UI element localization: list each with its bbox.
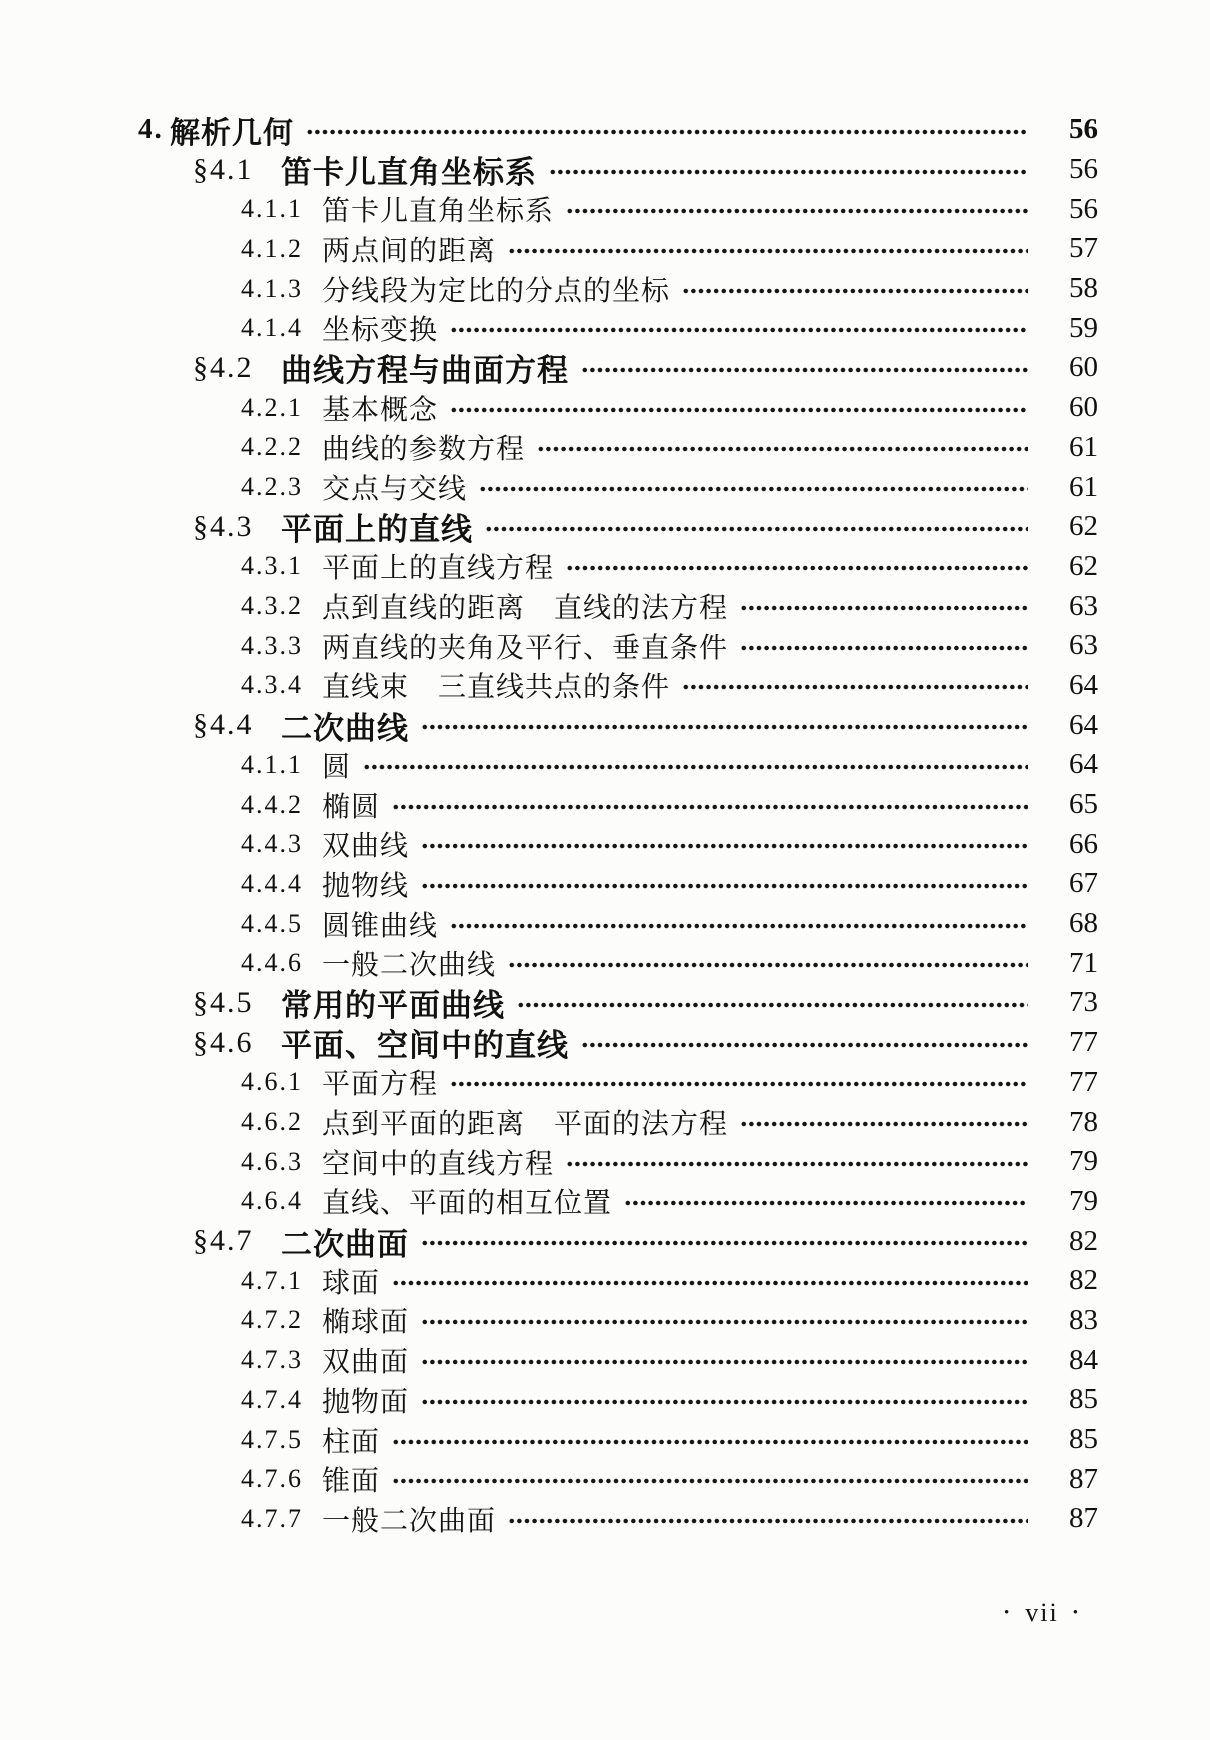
toc-row bbox=[0, 1063, 1098, 1103]
toc-entry-number: 4.7.6 bbox=[241, 1464, 303, 1494]
toc-entry-page-number: 77 bbox=[1069, 1065, 1098, 1098]
toc-entry-page-number: 79 bbox=[1069, 1145, 1098, 1178]
toc-entry-number: §4.5 bbox=[193, 985, 254, 1019]
dot-leader bbox=[566, 206, 1028, 216]
toc-entry-title: 圆锥曲线 bbox=[322, 910, 439, 942]
toc-row bbox=[0, 705, 1098, 745]
toc-entry-title: 笛卡儿直角坐标系 bbox=[322, 196, 555, 228]
footer-right-dot-icon: • bbox=[1072, 1604, 1080, 1621]
toc-row bbox=[0, 943, 1098, 983]
toc-entry-page-number: 59 bbox=[1069, 311, 1098, 344]
toc-entry-title: 直线束 三直线共点的条件 bbox=[322, 672, 671, 704]
toc-row bbox=[0, 1102, 1098, 1142]
toc-entry-number: 4.7.1 bbox=[241, 1265, 303, 1295]
dot-leader bbox=[485, 524, 1028, 534]
toc-row bbox=[0, 1459, 1098, 1499]
toc-entry-number: §4.3 bbox=[193, 509, 254, 543]
toc-entry-page-number: 85 bbox=[1069, 1423, 1098, 1456]
toc-entry-page-number: 61 bbox=[1069, 430, 1098, 463]
toc-row bbox=[0, 1380, 1098, 1420]
toc-entry-number: 4.2.2 bbox=[241, 432, 303, 462]
toc-entry-title: 平面方程 bbox=[322, 1069, 439, 1101]
toc-row bbox=[0, 785, 1098, 825]
toc-entry-title: 交点与交线 bbox=[322, 474, 468, 506]
toc-row bbox=[0, 1261, 1098, 1301]
toc-entry-title: 圆 bbox=[322, 751, 352, 783]
dot-leader bbox=[450, 921, 1028, 931]
dot-leader bbox=[421, 1317, 1028, 1327]
toc-entry-page-number: 60 bbox=[1069, 351, 1098, 384]
toc-row bbox=[0, 507, 1098, 547]
toc-entry-page-number: 67 bbox=[1069, 867, 1098, 900]
toc-entry-number: 4.6.4 bbox=[241, 1186, 303, 1216]
toc-entry-title: 二次曲线 bbox=[281, 710, 409, 746]
toc-entry-title: 一般二次曲线 bbox=[322, 950, 497, 982]
dot-leader bbox=[517, 1000, 1028, 1010]
toc-entry-page-number: 83 bbox=[1069, 1303, 1098, 1336]
toc-row bbox=[0, 308, 1098, 348]
toc-entry-page-number: 71 bbox=[1069, 946, 1098, 979]
toc-entry-title: 分线段为定比的分点的坐标 bbox=[322, 275, 671, 307]
toc-entry-page-number: 87 bbox=[1069, 1462, 1098, 1495]
toc-entry-page-number: 63 bbox=[1069, 589, 1098, 622]
toc-entry-page-number: 65 bbox=[1069, 788, 1098, 821]
toc-entry-number: 4.4.5 bbox=[241, 908, 303, 938]
toc-entry-title: 曲线的参数方程 bbox=[322, 434, 526, 466]
toc-entry-title: 双曲面 bbox=[322, 1347, 410, 1379]
toc-entry-title: 柱面 bbox=[322, 1426, 381, 1458]
dot-leader bbox=[306, 127, 1028, 137]
toc-entry-title: 解析几何 bbox=[170, 116, 294, 150]
toc-row bbox=[0, 1221, 1098, 1261]
dot-leader bbox=[450, 325, 1028, 335]
toc-entry-page-number: 68 bbox=[1069, 907, 1098, 940]
toc-entry-number: 4.4.6 bbox=[241, 948, 303, 978]
dot-leader bbox=[421, 881, 1028, 891]
toc-entry-title: 两直线的夹角及平行、垂直条件 bbox=[322, 632, 729, 664]
dot-leader bbox=[508, 1516, 1028, 1526]
toc-entry-number: 4.1.2 bbox=[241, 233, 303, 263]
folio-page-number: vii bbox=[1025, 1598, 1059, 1627]
dot-leader bbox=[450, 405, 1028, 415]
toc-entry-number: 4.7.3 bbox=[241, 1345, 303, 1375]
toc-entry-number: §4.4 bbox=[193, 708, 254, 742]
toc-entry-page-number: 73 bbox=[1069, 986, 1098, 1019]
toc-entry-number: 4.3.2 bbox=[241, 591, 303, 621]
page-footer bbox=[1004, 1598, 1080, 1628]
dot-leader bbox=[421, 1238, 1028, 1248]
toc-row bbox=[0, 864, 1098, 904]
toc-entry-title: 球面 bbox=[322, 1267, 381, 1299]
dot-leader bbox=[537, 444, 1028, 454]
toc-entry-title: 抛物面 bbox=[322, 1386, 410, 1418]
toc-row bbox=[0, 189, 1098, 229]
toc-entry-number: 4.7.2 bbox=[241, 1305, 303, 1335]
toc-row bbox=[0, 1340, 1098, 1380]
toc-row bbox=[0, 229, 1098, 269]
toc-entry-title: 锥面 bbox=[322, 1466, 381, 1498]
toc-row bbox=[0, 348, 1098, 388]
toc-entry-number: §4.7 bbox=[193, 1224, 254, 1258]
toc-entry-number: 4.3.4 bbox=[241, 670, 303, 700]
toc-entry-page-number: 82 bbox=[1069, 1224, 1098, 1257]
toc-entry-title: 平面上的直线 bbox=[281, 512, 473, 548]
toc-row bbox=[0, 824, 1098, 864]
toc-entry-number: 4.4.2 bbox=[241, 789, 303, 819]
toc-entry-title: 抛物线 bbox=[322, 870, 410, 902]
dot-leader bbox=[392, 1437, 1028, 1447]
toc-entry-title: 点到平面的距离 平面的法方程 bbox=[322, 1109, 729, 1141]
toc-entry-title: 基本概念 bbox=[322, 394, 439, 426]
toc-entry-number: 4.3.1 bbox=[241, 551, 303, 581]
toc-entry-number: 4.7.4 bbox=[241, 1384, 303, 1414]
toc-row bbox=[0, 1142, 1098, 1182]
toc-entry-page-number: 78 bbox=[1069, 1105, 1098, 1138]
toc-entry-page-number: 85 bbox=[1069, 1383, 1098, 1416]
toc-entry-number: 4.3.3 bbox=[241, 630, 303, 660]
dot-leader bbox=[392, 802, 1028, 812]
toc-entry-page-number: 61 bbox=[1069, 470, 1098, 503]
toc-entry-number: 4.4.3 bbox=[241, 829, 303, 859]
toc-entry-number: 4.4.4 bbox=[241, 868, 303, 898]
toc-entry-page-number: 82 bbox=[1069, 1264, 1098, 1297]
toc-entry-title: 笛卡儿直角坐标系 bbox=[281, 155, 537, 191]
toc-entry-page-number: 56 bbox=[1069, 113, 1098, 146]
toc-entry-number: 4.6.3 bbox=[241, 1146, 303, 1176]
toc-row bbox=[0, 1420, 1098, 1460]
toc-row bbox=[0, 547, 1098, 587]
toc-entry-title: 坐标变换 bbox=[322, 315, 439, 347]
toc-entry-number: 4.7.5 bbox=[241, 1424, 303, 1454]
toc-entry-title: 一般二次曲面 bbox=[322, 1505, 497, 1537]
toc-row bbox=[0, 1023, 1098, 1063]
dot-leader bbox=[508, 960, 1028, 970]
toc-entry-page-number: 58 bbox=[1069, 272, 1098, 305]
dot-leader bbox=[549, 167, 1028, 177]
toc-entry-page-number: 62 bbox=[1069, 510, 1098, 543]
dot-leader bbox=[392, 1476, 1028, 1486]
toc-row bbox=[0, 745, 1098, 785]
toc-row bbox=[0, 388, 1098, 428]
toc-row bbox=[0, 1301, 1098, 1341]
dot-leader bbox=[421, 1357, 1028, 1367]
toc-row bbox=[0, 269, 1098, 309]
toc-entry-title: 曲线方程与曲面方程 bbox=[281, 353, 569, 389]
toc-entry-title: 点到直线的距离 直线的法方程 bbox=[322, 593, 729, 625]
toc-entry-title: 椭圆 bbox=[322, 791, 381, 823]
toc-entry-page-number: 63 bbox=[1069, 629, 1098, 662]
dot-leader bbox=[421, 722, 1028, 732]
toc-row bbox=[0, 110, 1098, 150]
toc-entry-title: 二次曲面 bbox=[281, 1226, 409, 1262]
dot-leader bbox=[566, 1159, 1028, 1169]
toc-entry-title: 两点间的距离 bbox=[322, 235, 497, 267]
toc-entry-title: 椭球面 bbox=[322, 1307, 410, 1339]
dot-leader bbox=[392, 1278, 1028, 1288]
toc-entry-title: 平面、空间中的直线 bbox=[281, 1028, 569, 1064]
dot-leader bbox=[682, 286, 1028, 296]
toc-entry-page-number: 79 bbox=[1069, 1184, 1098, 1217]
toc-entry-page-number: 87 bbox=[1069, 1502, 1098, 1535]
dot-leader bbox=[450, 1079, 1028, 1089]
toc-entry-page-number: 60 bbox=[1069, 391, 1098, 424]
footer-left-dot-icon: • bbox=[1004, 1604, 1012, 1621]
toc-entry-number: §4.2 bbox=[193, 350, 254, 384]
dot-leader bbox=[581, 1040, 1028, 1050]
dot-leader bbox=[740, 603, 1028, 613]
toc-row bbox=[0, 983, 1098, 1023]
toc-row bbox=[0, 626, 1098, 666]
toc-entry-number: 4.1.1 bbox=[241, 749, 303, 779]
dot-leader bbox=[682, 682, 1028, 692]
toc-entry-page-number: 84 bbox=[1069, 1343, 1098, 1376]
toc-entry-title: 平面上的直线方程 bbox=[322, 553, 555, 585]
dot-leader bbox=[479, 484, 1028, 494]
toc-entry-page-number: 64 bbox=[1069, 708, 1098, 741]
toc-entry-number: §4.1 bbox=[193, 152, 254, 186]
toc-row bbox=[0, 666, 1098, 706]
toc-entry-page-number: 56 bbox=[1069, 153, 1098, 186]
toc-entry-page-number: 62 bbox=[1069, 549, 1098, 582]
toc-row bbox=[0, 1499, 1098, 1539]
toc-row bbox=[0, 467, 1098, 507]
dot-leader bbox=[566, 563, 1028, 573]
toc-entry-number: §4.6 bbox=[193, 1025, 254, 1059]
dot-leader bbox=[508, 246, 1028, 256]
toc-entry-number: 4.2.3 bbox=[241, 472, 303, 502]
toc-entry-number: 4.1.1 bbox=[241, 194, 303, 224]
toc-entry-title: 直线、平面的相互位置 bbox=[322, 1188, 613, 1220]
toc-entry-page-number: 56 bbox=[1069, 192, 1098, 225]
toc-entry-page-number: 77 bbox=[1069, 1026, 1098, 1059]
toc-row bbox=[0, 586, 1098, 626]
toc-entry-number: 4.7.7 bbox=[241, 1503, 303, 1533]
toc-entry-page-number: 64 bbox=[1069, 748, 1098, 781]
dot-leader bbox=[421, 1397, 1028, 1407]
dot-leader bbox=[740, 643, 1028, 653]
toc-entry-title: 空间中的直线方程 bbox=[322, 1148, 555, 1180]
toc-entry-page-number: 57 bbox=[1069, 232, 1098, 265]
toc-entry-title: 常用的平面曲线 bbox=[281, 988, 505, 1024]
toc-entry-number: 4.2.1 bbox=[241, 392, 303, 422]
toc-row bbox=[0, 150, 1098, 190]
toc-entry-number: 4.6.1 bbox=[241, 1067, 303, 1097]
toc-row bbox=[0, 904, 1098, 944]
toc-entry-number: 4. bbox=[138, 113, 164, 146]
dot-leader bbox=[421, 841, 1028, 851]
toc-row bbox=[0, 1182, 1098, 1222]
toc-row bbox=[0, 428, 1098, 468]
dot-leader bbox=[363, 762, 1028, 772]
toc-entry-page-number: 66 bbox=[1069, 827, 1098, 860]
toc-entry-page-number: 64 bbox=[1069, 668, 1098, 701]
dot-leader bbox=[581, 365, 1028, 375]
dot-leader bbox=[624, 1198, 1028, 1208]
toc-entry-number: 4.1.4 bbox=[241, 313, 303, 343]
dot-leader bbox=[740, 1119, 1028, 1129]
toc-entry-number: 4.1.3 bbox=[241, 273, 303, 303]
toc-entry-number: 4.6.2 bbox=[241, 1107, 303, 1137]
toc-entry-title: 双曲线 bbox=[322, 831, 410, 863]
